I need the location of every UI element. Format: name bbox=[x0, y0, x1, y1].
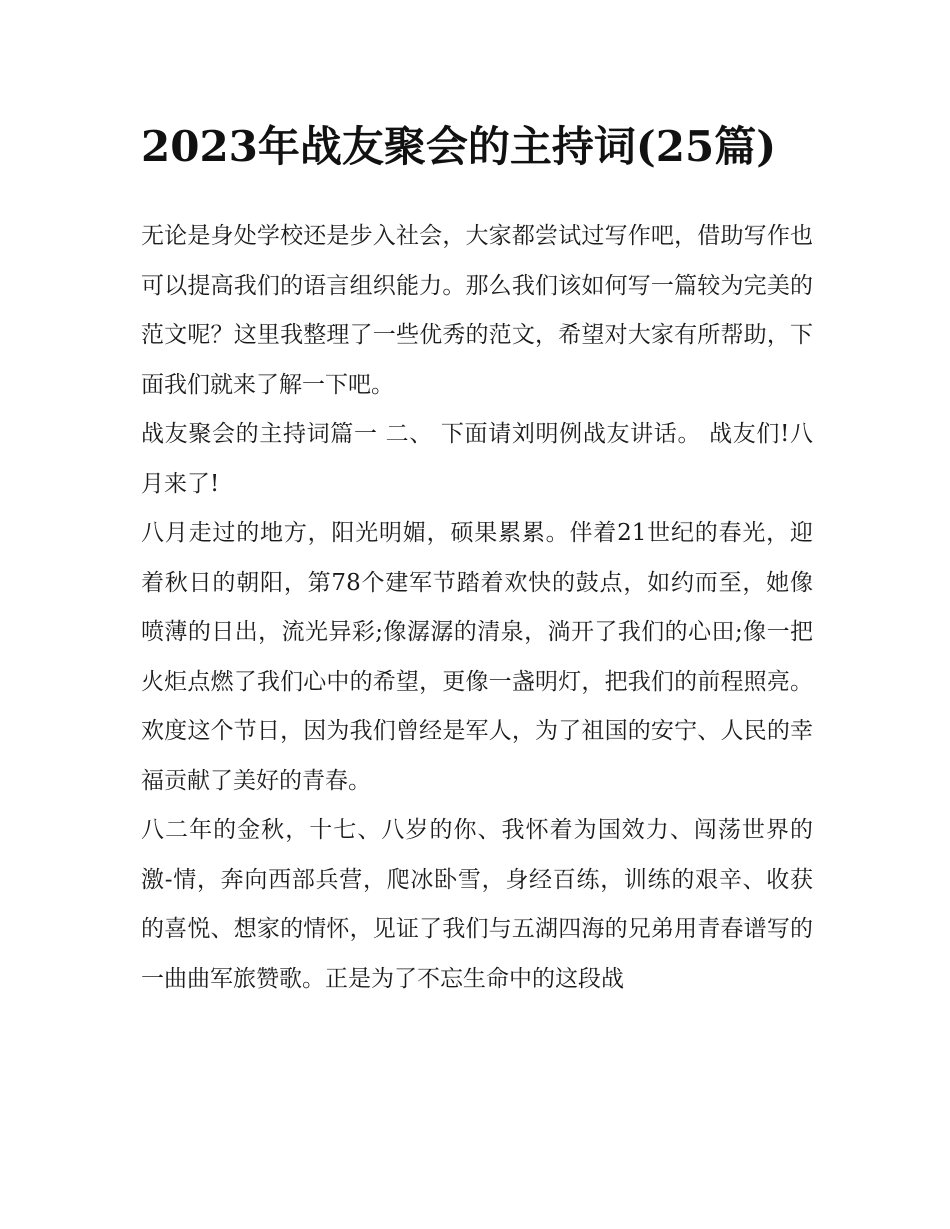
paragraph-section-one: 战友聚会的主持词篇一 二、 下面请刘明例战友讲话。 战友们!八月来了! bbox=[141, 421, 813, 497]
paragraph-1982: 八二年的金秋，十七、八岁的你、我怀着为国效力、闯荡世界的激-情，奔向西部兵营，爬冰卧雪，身经百练，训练的艰辛、收获的喜悦、想家的情怀，见证了我们与五湖四海的兄弟用青春谱写的一曲曲军旅赞歌。正是为了不忘生命中的这段战 bbox=[141, 817, 813, 992]
document-body bbox=[141, 212, 813, 1004]
document-title: 2023年战友聚会的主持词(25篇) bbox=[141, 122, 777, 171]
paragraph-intro: 无论是身处学校还是步入社会，大家都尝试过写作吧，借助写作也可以提高我们的语言组织能力。那么我们该如何写一篇较为完美的范文呢？这里我整理了一些优秀的范文，希望对大家有所帮助，下面我们就来了解一下吧。 bbox=[141, 223, 813, 398]
document-page bbox=[141, 112, 813, 1004]
paragraph-august: 八月走过的地方，阳光明媚，硕果累累。伴着21世纪的春光，迎着秋日的朝阳，第78个建军节踏着欢快的鼓点，如约而至，她像喷薄的日出，流光异彩;像潺潺的清泉，淌开了我们的心田;像一把火炬点燃了我们心中的希望，更像一盏明灯，把我们的前程照亮。欢度这个节日，因为我们曾经是军人，为了祖国的安宁、人民的幸福贡献了美好的青春。 bbox=[141, 520, 813, 794]
